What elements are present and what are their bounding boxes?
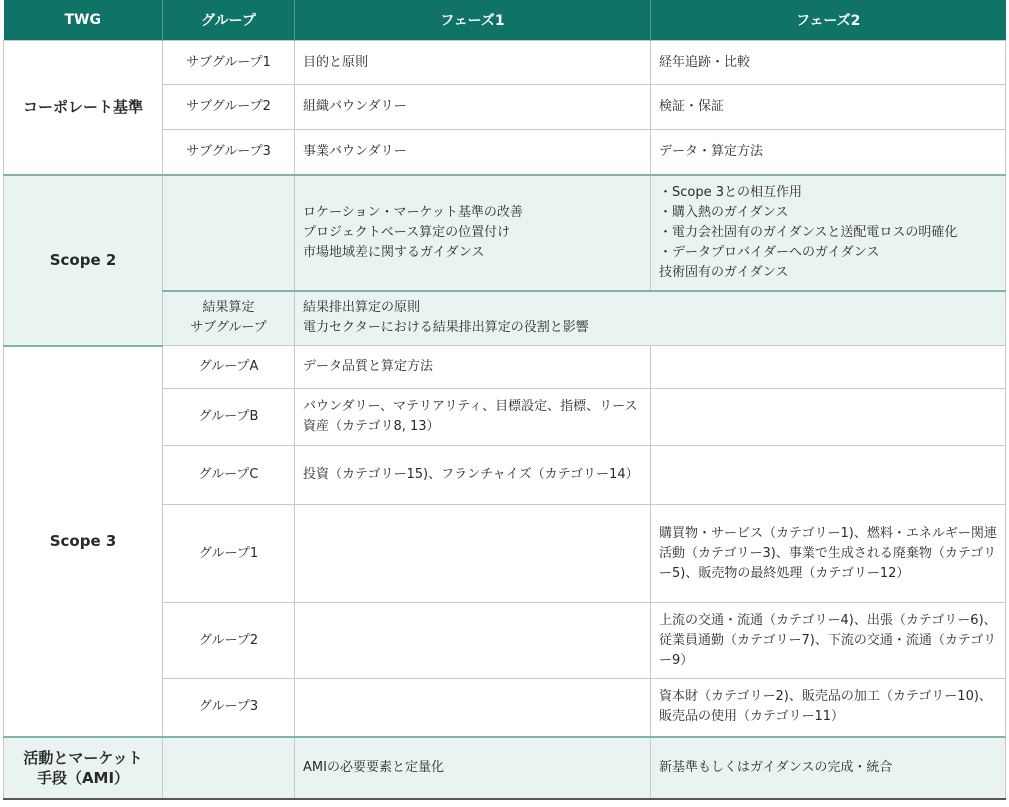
header-phase1: フェーズ1 [295, 0, 651, 41]
text-line: 技術固有のガイダンス [659, 264, 789, 280]
phase2-cell: 上流の交通・流通（カテゴリー4)、出張（カテゴリー6)、従業員通勤（カテゴリー7)、下流の交通・流通（カテゴリー9） [651, 603, 1006, 679]
phase2-cell: 新基準もしくはガイダンスの完成・統合 [651, 737, 1006, 799]
twg-scope2: Scope 2 [4, 175, 163, 346]
phase2-cell: 検証・保証 [651, 85, 1006, 130]
phase2-cell [651, 389, 1006, 446]
group-cell [163, 175, 295, 291]
phase2-cell: 購買物・サービス（カテゴリー1)、燃料・エネルギー関連活動（カテゴリー3)、事業で生成される廃棄物（カテゴリー5)、販売物の最終処理（カテゴリー12） [651, 505, 1006, 603]
phase1-cell: 事業バウンダリー [295, 130, 651, 175]
group-cell: グループC [163, 446, 295, 505]
phase2-cell [651, 346, 1006, 389]
text-line: 結果排出算定の原則 [303, 300, 421, 316]
group-cell: サブグループ1 [163, 41, 295, 85]
text-line: 手段（AMI） [36, 768, 130, 787]
phase1-cell: 組織バウンダリー [295, 85, 651, 130]
text-line: プロジェクトベース算定の位置付け [303, 224, 511, 240]
group-cell [163, 737, 295, 799]
header-twg: TWG [4, 0, 163, 41]
text-line: ・Scope 3との相互作用 [659, 184, 803, 200]
text-line: 活動とマーケット [23, 748, 143, 767]
group-cell: サブグループ2 [163, 85, 295, 130]
text-line: 市場地域差に関するガイダンス [303, 244, 485, 260]
table-row [4, 346, 1006, 389]
phase1-cell: データ品質と算定方法 [295, 346, 651, 389]
phase1-cell [295, 505, 651, 603]
text-line: 電力セクターにおける結果排出算定の役割と影響 [303, 320, 589, 336]
header-row [4, 0, 1006, 41]
phase1-cell [295, 679, 651, 737]
group-cell: グループ3 [163, 679, 295, 737]
group-cell: グループ1 [163, 505, 295, 603]
twg-corporate: コーポレート基準 [4, 41, 163, 175]
merged-phase-cell [295, 291, 1006, 346]
group-cell [163, 291, 295, 346]
text-line: ・購入熱のガイダンス [659, 204, 789, 220]
phase1-cell: AMIの必要要素と定量化 [295, 737, 651, 799]
group-cell: グループB [163, 389, 295, 446]
text-line: ・データプロバイダーへのガイダンス [659, 244, 880, 260]
twg-scope3: Scope 3 [4, 346, 163, 737]
text-line: ・電力会社固有のガイダンスと送配電ロスの明確化 [659, 224, 958, 240]
text-line: ロケーション・マーケット基準の改善 [303, 204, 523, 220]
twg-table [3, 0, 1006, 800]
phase2-cell [651, 175, 1006, 291]
header-group: グループ [163, 0, 295, 41]
phase2-cell [651, 446, 1006, 505]
table-row [4, 737, 1006, 799]
phase1-cell: 目的と原則 [295, 41, 651, 85]
phase1-cell [295, 603, 651, 679]
phase2-cell: 資本財（カテゴリー2)、販売品の加工（カテゴリー10)、販売品の使用（カテゴリー11） [651, 679, 1006, 737]
group-cell: グループA [163, 346, 295, 389]
phase2-cell: 経年追跡・比較 [651, 41, 1006, 85]
phase1-cell [295, 175, 651, 291]
twg-ami [4, 737, 163, 799]
text-line: サブグループ [190, 320, 267, 336]
group-cell: サブグループ3 [163, 130, 295, 175]
header-phase2: フェーズ2 [651, 0, 1006, 41]
phase1-cell: 投資（カテゴリー15)、フランチャイズ（カテゴリー14） [295, 446, 651, 505]
phase1-cell: バウンダリー、マテリアリティ、目標設定、指標、リース資産（カテゴリ8, 13） [295, 389, 651, 446]
text-line: 結果算定 [202, 300, 255, 316]
group-cell: グループ2 [163, 603, 295, 679]
table-row [4, 41, 1006, 85]
phase2-cell: データ・算定方法 [651, 130, 1006, 175]
table-row [4, 175, 1006, 291]
